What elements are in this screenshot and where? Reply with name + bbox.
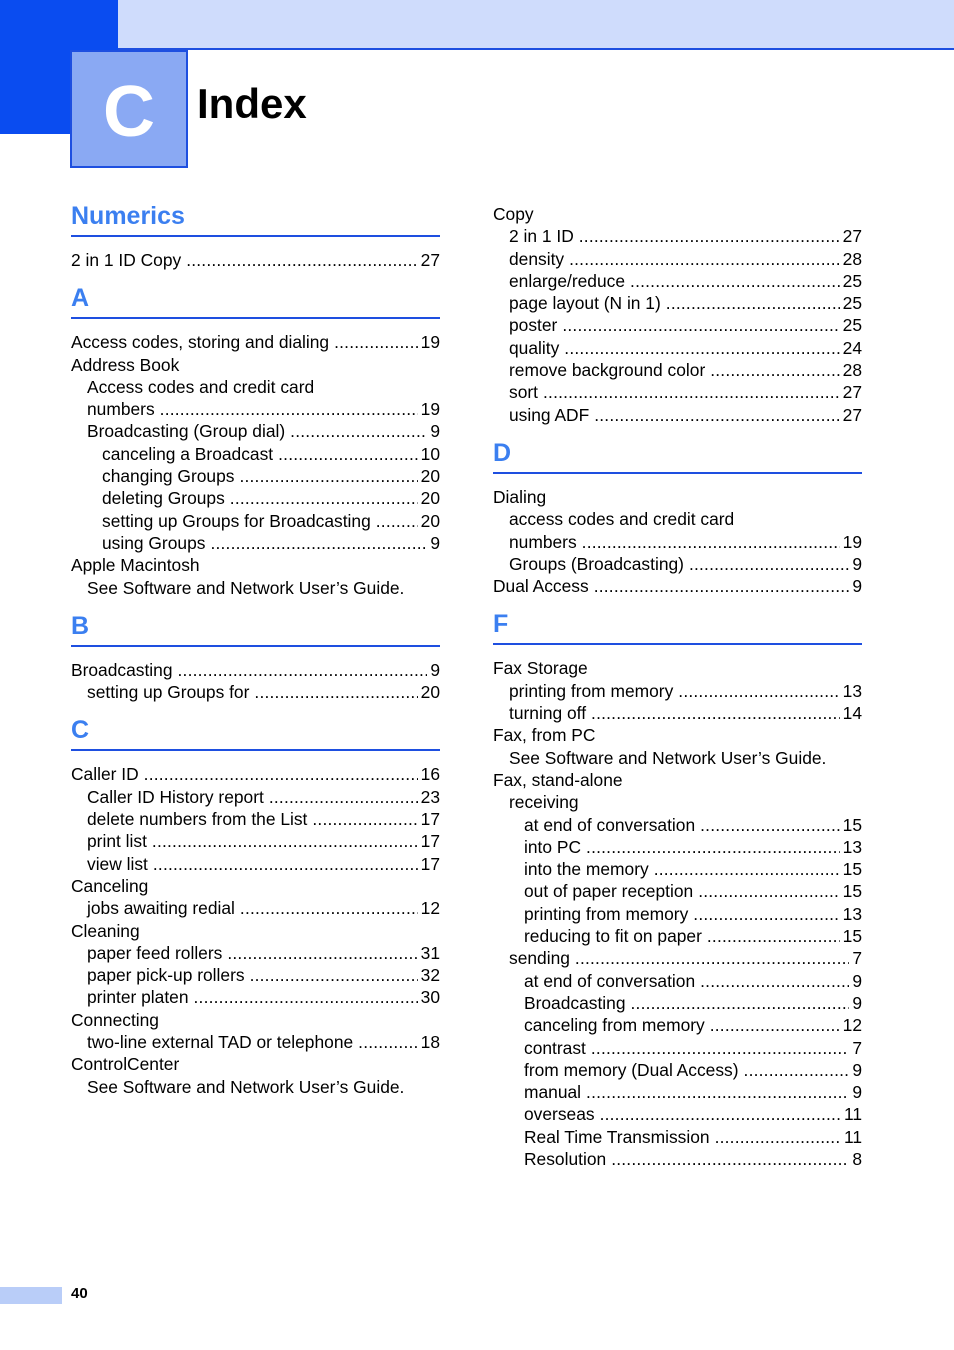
dot-leader	[160, 398, 418, 420]
index-entry-label: two-line external TAD or telephone	[87, 1032, 354, 1053]
index-entry-label: access codes and credit card	[509, 509, 735, 530]
index-entry	[71, 659, 440, 681]
index-entry-label: printing from memory	[524, 903, 689, 924]
index-entry-page: 16	[420, 764, 440, 785]
index-entry-label: Fax Storage	[493, 658, 588, 679]
index-entry-page: 9	[852, 992, 862, 1013]
index-entry-label: paper feed rollers	[87, 942, 223, 963]
index-entry-label: 2 in 1 ID	[509, 226, 574, 247]
index-entry-list	[71, 331, 440, 599]
index-entry	[493, 858, 862, 880]
dot-leader	[707, 925, 840, 947]
index-entry-label: contrast	[524, 1037, 586, 1058]
index-entry-page: 31	[420, 942, 440, 963]
index-entry-label: setting up Groups for Broadcasting	[102, 510, 371, 531]
dot-leader	[230, 487, 418, 509]
index-entry	[71, 577, 440, 599]
index-entry-label: remove background color	[509, 360, 706, 381]
index-entry-label: Connecting	[71, 1009, 159, 1030]
index-entry-page: 20	[420, 466, 440, 487]
index-entry-list	[493, 657, 862, 1170]
index-entry-label: See Software and Network User’s Guide.	[87, 577, 405, 598]
index-entry	[493, 1126, 862, 1148]
dot-leader	[250, 964, 418, 986]
index-entry-label: Copy	[493, 204, 534, 224]
index-entry-label: quality	[509, 337, 560, 358]
index-entry	[71, 249, 440, 271]
index-entry-label: enlarge/reduce	[509, 270, 626, 291]
dot-leader	[594, 575, 850, 597]
index-entry	[493, 1037, 862, 1059]
index-entry	[493, 769, 862, 791]
index-entry-label: deleting Groups	[102, 488, 225, 509]
index-entry	[71, 510, 440, 532]
index-entry-label: Dialing	[493, 486, 547, 507]
index-entry	[493, 702, 862, 724]
section-heading: A	[71, 282, 440, 319]
dot-leader	[591, 1037, 849, 1059]
index-entry-label: printer platen	[87, 987, 189, 1008]
index-entry-page: 17	[420, 831, 440, 852]
index-entry-label: Fax, from PC	[493, 725, 596, 746]
index-entry-page: 15	[842, 881, 862, 902]
index-entry-label: Broadcasting	[71, 659, 173, 680]
index-entry	[493, 836, 862, 858]
index-entry	[71, 763, 440, 785]
index-entry	[493, 381, 862, 403]
index-entry	[493, 1081, 862, 1103]
index-entry-label: printing from memory	[509, 680, 674, 701]
index-entry-page: 20	[420, 488, 440, 509]
index-entry	[71, 465, 440, 487]
index-entry-label: delete numbers from the List	[87, 809, 308, 830]
dot-leader	[239, 465, 417, 487]
dot-leader	[611, 1148, 849, 1170]
index-entry-page: 15	[842, 926, 862, 947]
index-entry-page: 24	[842, 337, 862, 358]
index-entry-page: 17	[420, 853, 440, 874]
index-entry-label: Access codes, storing and dialing	[71, 332, 330, 353]
index-entry-label: Access codes and credit card	[87, 376, 315, 397]
index-entry	[71, 1009, 440, 1031]
index-entry-label: at end of conversation	[524, 970, 696, 991]
index-entry-page: 17	[420, 809, 440, 830]
dot-leader	[144, 763, 418, 785]
index-entry-label: 2 in 1 ID Copy	[71, 250, 182, 270]
index-entry-label: canceling a Broadcast	[102, 443, 274, 464]
index-entry	[71, 942, 440, 964]
index-entry	[71, 830, 440, 852]
dot-leader	[666, 292, 840, 314]
page-number: 40	[71, 1285, 88, 1302]
dot-leader	[269, 786, 418, 808]
index-entry	[493, 1103, 862, 1125]
index-entry-page: 9	[430, 532, 440, 553]
index-entry-page: 9	[852, 553, 862, 574]
index-entry-page: 32	[420, 965, 440, 986]
index-entry-label: Real Time Transmission	[524, 1126, 710, 1147]
chapter-letter-box	[70, 50, 188, 168]
index-entry	[71, 964, 440, 986]
index-entry	[493, 903, 862, 925]
index-entry-page: 25	[842, 293, 862, 314]
index-entry	[493, 992, 862, 1014]
index-entry	[493, 314, 862, 336]
index-entry	[71, 443, 440, 465]
index-entry	[71, 1076, 440, 1098]
index-entry-page: 30	[420, 987, 440, 1008]
index-entry	[71, 354, 440, 376]
dot-leader	[631, 992, 850, 1014]
index-entry-page: 27	[420, 250, 440, 270]
index-entry-page: 8	[852, 1148, 862, 1169]
index-entry-page: 18	[420, 1032, 440, 1053]
index-entry-page: 27	[842, 404, 862, 425]
index-entry-page: 9	[430, 659, 440, 680]
index-entry	[71, 853, 440, 875]
header-band	[118, 0, 954, 50]
index-entry-label: using ADF	[509, 404, 590, 425]
index-entry-label: numbers	[509, 531, 577, 552]
index-entry-label: Groups (Broadcasting)	[509, 553, 684, 574]
index-entry-label: sending	[509, 948, 570, 969]
chapter-letter: C	[103, 72, 155, 152]
index-entry-page: 13	[842, 680, 862, 701]
index-entry-page: 11	[843, 1126, 862, 1147]
index-entry	[493, 880, 862, 902]
index-entry-label: poster	[509, 315, 558, 336]
section-heading: B	[71, 610, 440, 647]
dot-leader	[586, 1081, 849, 1103]
index-entry-label: Fax, stand-alone	[493, 769, 623, 790]
index-entry	[493, 225, 862, 247]
index-entry-label: canceling from memory	[524, 1015, 705, 1036]
index-entry-page: 15	[842, 814, 862, 835]
dot-leader	[630, 270, 840, 292]
page-title: Index	[197, 80, 307, 127]
index-column-right	[493, 200, 862, 1181]
index-entry-label: reducing to fit on paper	[524, 926, 702, 947]
index-entry	[71, 376, 440, 398]
index-entry	[493, 814, 862, 836]
dot-leader	[564, 337, 839, 359]
index-entry-page: 28	[842, 248, 862, 269]
section-heading: Numerics	[71, 200, 440, 237]
index-entry-list	[71, 763, 440, 1097]
index-entry-label: Caller ID	[71, 764, 139, 785]
dot-leader	[186, 249, 417, 271]
index-entry-label: Cleaning	[71, 920, 140, 941]
index-entry-label: ControlCenter	[71, 1054, 180, 1075]
index-entry-page: 12	[842, 1015, 862, 1036]
index-entry	[493, 747, 862, 769]
index-entry-page: 23	[420, 786, 440, 807]
index-entry-page: 7	[852, 1037, 862, 1058]
dot-leader	[698, 880, 839, 902]
index-entry-label: page layout (N in 1)	[509, 293, 661, 314]
index-entry	[493, 1059, 862, 1081]
dot-leader	[153, 853, 418, 875]
dot-leader	[358, 1031, 417, 1053]
index-entry	[71, 420, 440, 442]
index-entry	[71, 786, 440, 808]
index-entry-label: out of paper reception	[524, 881, 694, 902]
index-entry	[493, 270, 862, 292]
index-entry	[71, 554, 440, 576]
dot-leader	[600, 1103, 841, 1125]
index-entry-label: changing Groups	[102, 466, 235, 487]
dot-leader	[543, 381, 840, 403]
dot-leader	[710, 359, 839, 381]
index-entry-label: from memory (Dual Access)	[524, 1059, 739, 1080]
index-entry	[493, 292, 862, 314]
dot-leader	[575, 947, 849, 969]
index-entry-label: using Groups	[102, 532, 206, 553]
index-entry-page: 19	[842, 531, 862, 552]
dot-leader	[376, 510, 418, 532]
index-entry	[71, 681, 440, 703]
index-entry	[493, 575, 862, 597]
dot-leader	[312, 808, 417, 830]
index-entry	[493, 970, 862, 992]
index-entry-label: Resolution	[524, 1148, 607, 1169]
dot-leader	[678, 680, 839, 702]
index-entry	[493, 657, 862, 679]
index-entry-label: setting up Groups for	[87, 682, 250, 703]
dot-leader	[586, 836, 840, 858]
index-entry-label: into PC	[524, 836, 582, 857]
index-entry-page: 28	[842, 360, 862, 381]
index-entry-page: 9	[430, 421, 440, 442]
index-entry-label: See Software and Network User’s Guide.	[87, 1076, 405, 1097]
index-entry-page: 13	[842, 836, 862, 857]
index-entry-page: 9	[852, 576, 862, 597]
index-entry-page: 9	[852, 1082, 862, 1103]
index-entry	[71, 331, 440, 353]
dot-leader	[579, 225, 840, 247]
dot-leader	[594, 404, 839, 426]
index-entry	[71, 1053, 440, 1075]
section-heading: F	[493, 608, 862, 645]
index-entry-page: 11	[843, 1104, 862, 1125]
dot-leader	[700, 814, 840, 836]
section-heading: D	[493, 437, 862, 474]
index-entry-label: Caller ID History report	[87, 786, 264, 807]
index-entry	[71, 1031, 440, 1053]
index-entry-label: overseas	[524, 1104, 595, 1125]
dot-leader	[290, 420, 427, 442]
index-entry-label: See Software and Network User’s Guide.	[509, 747, 827, 768]
dot-leader	[194, 986, 418, 1008]
index-entry	[493, 486, 862, 508]
dot-leader	[562, 314, 839, 336]
dot-leader	[227, 942, 417, 964]
index-entry-page: 20	[420, 510, 440, 531]
dot-leader	[582, 531, 840, 553]
index-entry-label: Canceling	[71, 875, 149, 896]
index-entry	[493, 508, 862, 530]
index-entry	[71, 897, 440, 919]
index-entry-label: view list	[87, 853, 148, 874]
index-entry	[71, 487, 440, 509]
index-entry-label: into the memory	[524, 859, 649, 880]
index-entry-page: 7	[852, 948, 862, 969]
index-entry-label: receiving	[509, 792, 579, 813]
dot-leader	[178, 659, 428, 681]
index-entry-page: 14	[842, 703, 862, 724]
index-entry	[71, 532, 440, 554]
index-entry-page: 19	[420, 332, 440, 353]
footer-bar	[0, 1287, 62, 1304]
index-entry	[493, 1148, 862, 1170]
index-entry-label: sort	[509, 382, 538, 403]
index-entry-page: 9	[852, 970, 862, 991]
index-entry-page: 27	[842, 226, 862, 247]
index-entry-list	[493, 203, 862, 426]
index-entry-page: 13	[842, 903, 862, 924]
dot-leader	[152, 830, 418, 852]
dot-leader	[254, 681, 417, 703]
index-entry	[71, 398, 440, 420]
index-entry	[493, 359, 862, 381]
index-entry-label: Dual Access	[493, 576, 589, 597]
index-entry-page: 9	[852, 1059, 862, 1080]
dot-leader	[240, 897, 418, 919]
dot-leader	[689, 553, 849, 575]
index-entry-label: turning off	[509, 703, 587, 724]
index-entry-list	[71, 249, 440, 271]
index-entry-label: Address Book	[71, 354, 180, 375]
index-entry-page: 27	[842, 382, 862, 403]
index-entry	[71, 986, 440, 1008]
index-entry	[493, 1014, 862, 1036]
index-entry-page: 10	[420, 443, 440, 464]
index-entry	[493, 947, 862, 969]
dot-leader	[334, 331, 418, 353]
index-entry-label: Apple Macintosh	[71, 555, 200, 576]
index-entry	[71, 808, 440, 830]
index-entry-label: Broadcasting (Group dial)	[87, 421, 286, 442]
index-entry	[493, 925, 862, 947]
index-entry-label: density	[509, 248, 565, 269]
index-entry-page: 12	[420, 898, 440, 919]
index-column-left	[71, 200, 440, 1109]
dot-leader	[693, 903, 839, 925]
index-entry-list	[493, 486, 862, 597]
index-entry	[493, 680, 862, 702]
index-entry-label: numbers	[87, 399, 155, 420]
index-entry-page: 19	[420, 399, 440, 420]
dot-leader	[210, 532, 427, 554]
index-entry	[493, 404, 862, 426]
dot-leader	[710, 1014, 840, 1036]
index-entry	[493, 553, 862, 575]
index-entry	[493, 724, 862, 746]
dot-leader	[591, 702, 840, 724]
dot-leader	[278, 443, 418, 465]
index-entry	[71, 875, 440, 897]
dot-leader	[744, 1059, 850, 1081]
dot-leader	[700, 970, 849, 992]
index-entry-page: 25	[842, 270, 862, 291]
dot-leader	[569, 248, 840, 270]
index-entry-page: 25	[842, 315, 862, 336]
index-entry-label: at end of conversation	[524, 814, 696, 835]
section-heading: C	[71, 714, 440, 751]
index-entry-page: 15	[842, 859, 862, 880]
index-entry	[493, 531, 862, 553]
index-entry	[493, 248, 862, 270]
index-entry	[493, 791, 862, 813]
dot-leader	[715, 1126, 841, 1148]
index-entry	[493, 203, 862, 225]
dot-leader	[654, 858, 840, 880]
index-entry-label: paper pick-up rollers	[87, 965, 245, 986]
index-entry-label: jobs awaiting redial	[87, 898, 235, 919]
index-entry-page: 20	[420, 682, 440, 703]
index-entry	[71, 920, 440, 942]
index-entry	[493, 337, 862, 359]
index-entry-list	[71, 659, 440, 704]
index-entry-label: print list	[87, 831, 147, 852]
index-entry-label: manual	[524, 1082, 582, 1103]
index-entry-label: Broadcasting	[524, 992, 626, 1013]
